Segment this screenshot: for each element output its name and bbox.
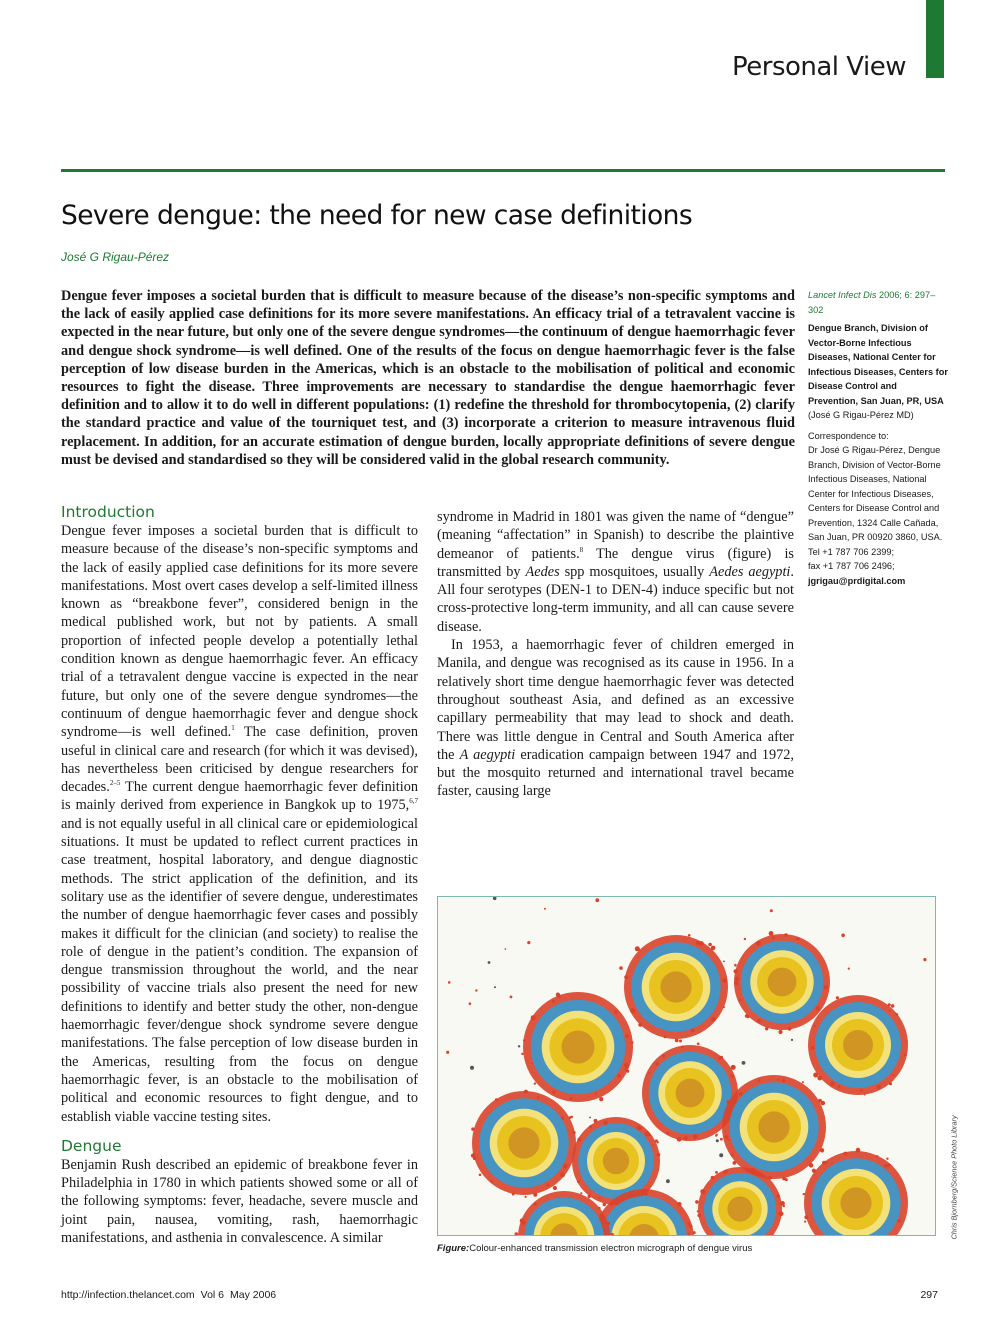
citation[interactable]: Lancet Infect Dis 2006; 6: 297–302: [808, 290, 936, 315]
specimen-speck: [742, 1061, 746, 1065]
specimen-speck: [595, 898, 599, 902]
specimen-speck: [791, 1039, 793, 1041]
virus-particle: [803, 1148, 908, 1235]
specimen-speck: [505, 948, 507, 950]
affiliation: Dengue Branch, Division of Vector-Borne Infectious Diseases, National Center for Infectious Diseases, Centers for Disease Control and Prevention, San Juan, PR, USA (José G Rigau-Pérez MD): [808, 323, 948, 420]
species-name: A aegypti: [459, 746, 516, 763]
specimen-speck: [448, 981, 451, 984]
article-title: Severe dengue: the need for new case definitions: [61, 200, 693, 231]
species-name: Aedes aegypti: [709, 563, 791, 580]
specimen-speck: [716, 1139, 719, 1142]
body-column-right: [437, 508, 794, 801]
header-rule: [61, 169, 945, 172]
fax: fax +1 787 706 2496;: [808, 561, 895, 571]
header-accent-bar: [926, 0, 944, 78]
specimen-speck: [619, 966, 623, 970]
specimen-speck: [770, 909, 773, 912]
figure-micrograph: [437, 896, 936, 1236]
specimen-speck: [494, 986, 496, 988]
specimen-speck: [841, 934, 845, 938]
footer-journal-info: http://infection.thelancet.com Vol 6 May 2006: [61, 1289, 277, 1301]
intro-heading: Introduction: [61, 503, 155, 521]
specimen-speck: [723, 961, 725, 963]
specimen-speck: [666, 1179, 670, 1183]
specimen-speck: [848, 968, 850, 970]
specimen-speck: [719, 1153, 723, 1157]
reference-link[interactable]: 8: [579, 545, 584, 554]
abstract: Dengue fever imposes a societal burden that is difficult to measure because of the disease’s non-specific symptoms and the lack of easily applied case definitions for its more severe manifestations. An efficacy trial of a tetravalent vaccine is expected in the near future, but only one of the severe dengue syndromes—the continuum of dengue haemorrhagic fever and dengue shock syndrome—is well defined. One of the results of the focus on dengue haemorrhagic fever is the false perception of low disease burden in the Americas, which is an obstacle to the mobilisation of political and economic resources to fight the disease. Three improvements are necessary to standardise the dengue haemorrhagic fever definition and to allow it to do well in different populations: (1) redefine the threshold for thrombocytopenia, (2) clarify the standard practice and value of the tourniquet test, and (3) incorporate a criterion to measure intravenous fluid replacement. In addition, for an accurate estimation of dengue burden, locally appropriate definitions of severe dengue must be devised and standardised so they will be considered valid in the global research community.: [61, 288, 795, 468]
specimen-speck: [475, 989, 477, 991]
telephone: Tel +1 787 706 2399;: [808, 546, 895, 557]
specimen-speck: [744, 938, 746, 940]
specimen-speck: [470, 1066, 474, 1070]
specimen-speck: [527, 941, 530, 944]
figure-caption: Figure:Colour-enhanced transmission electron micrograph of dengue virus: [437, 1243, 753, 1254]
section-label: Personal View: [732, 52, 906, 82]
virus-particle: [624, 934, 728, 1043]
author-name[interactable]: José G Rigau-Pérez: [61, 250, 170, 264]
specimen-speck: [589, 1117, 591, 1119]
species-name: Aedes: [525, 563, 560, 580]
specimen-speck: [446, 1051, 449, 1054]
virus-particle: [471, 1090, 576, 1198]
correspondence-address: Dr José G Rigau-Pérez, Dengue Branch, Division of Vector-Borne Infectious Diseases, National Center for Infectious Diseases, Centers for Disease Control and Prevention, 1324 Calle Cañada, San Juan, PR 00920 3860, USA.: [808, 445, 943, 542]
dengue-paragraph-start: Benjamin Rush described an epidemic of breakbone fever in Philadelphia in 1780 in which patients showed some or all of the following symptoms: fever, headache, severe muscle and joint pain, nausea, vomiting, rash, haemorrhagic manifestations, and asthenia in convalescence. A similar: [61, 1156, 418, 1246]
dengue-paragraph-continued: syndrome in Madrid in 1801 was given the name of “dengue” (meaning “affectation” in Spanish) to describe the plaintive demeanor of patients.$^8$ The dengue virus (figure) is transmitted by Aedes spp mosquitoes, usually Aedes aegypti. All four serotypes (DEN-1 to DEN-4) induce specific but not cross-protective long-term immunity, and all can cause severe disease.: [437, 509, 794, 635]
correspondence-label: Correspondence to:: [808, 430, 889, 441]
photo-credit: Chris Bjornberg/Science Photo Library: [949, 1115, 959, 1240]
dengue-heading: Dengue: [61, 1136, 122, 1155]
specimen-speck: [544, 908, 546, 910]
specimen-speck: [469, 1002, 472, 1005]
specimen-speck: [510, 996, 513, 999]
virus-particle: [808, 995, 908, 1096]
page-number: 297: [920, 1289, 938, 1301]
virus-particle: [521, 992, 633, 1102]
micrograph-image: [438, 897, 935, 1235]
email-link[interactable]: jgrigau@prdigital.com: [808, 575, 906, 586]
reference-link[interactable]: 1: [231, 724, 235, 733]
body-column-left: [61, 502, 418, 1247]
reference-link[interactable]: 2–5: [109, 779, 121, 788]
intro-paragraph: Dengue fever imposes a societal burden that is difficult to measure because of the disease’s non-specific symptoms and the lack of easily applied case definitions for its more severe manifestations. Most overt cases develop a self-limited illness known as “breakbone fever”, considered benign in the medical published work, but not by patients. A small proportion of infected people develop a potentially lethal condition known as dengue haemorrhagic fever. An efficacy trial of a tetravalent dengue vaccine is expected in the near future, but only one of the severe dengue syndromes—the continuum of dengue haemorrhagic fever and dengue shock syndrome—is well defined.$^1$ The case definition, proven useful in clinical care and research (for which it was devised), has nevertheless been criticised by dengue researchers for decades.$^{2-5}$ The current dengue haemorrhagic fever definition is mainly derived from experience in Bangkok up to 1975,$^{6,7}$ and is not equally useful in all clinical care or epidemiological situations. It must be updated to reflect current practices in case treatment, hospital laboratory, and dengue diagnostic methods. The strict application of the definition, and its solitary use as the identifier of severe dengue, underestimates the number of dengue haemorrhagic fever cases and possibly makes it difficult for the clinician (and society) to realise the role of dengue in the patient’s condition. The expansion of dengue transmission throughout the world, and the near possibility of vaccine trials also present the need for new definitions to identify and better study the other, non-dengue haemorrhagic fever/dengue shock syndrome severe dengue manifestations. The false perception of low disease burden in the Americas, resulting from the focus on dengue haemorrhagic fever, is an obstacle to the mobilisation of political and economic resources to fight dengue, and to establish viable vaccine testing sites.: [61, 523, 418, 1125]
dengue-paragraph-2: In 1953, a haemorrhagic fever of children emerged in Manila, and dengue was recognised as its cause in 1956. In a relatively short time dengue haemorrhagic fever was detected throughout southeast Asia, and defined as an excessive capillary permeability that may lead to shock and death. There was little dengue in Central and South America after the A aegypti eradication campaign between 1947 and 1972, but the mosquito returned and international travel became faster, causing large: [437, 637, 794, 800]
specimen-speck: [493, 897, 497, 900]
specimen-speck: [923, 958, 926, 961]
article-sidebar: [808, 288, 948, 588]
reference-link[interactable]: 6,7: [409, 797, 418, 806]
footer-url[interactable]: http://infection.thelancet.com: [61, 1289, 195, 1301]
specimen-speck: [518, 1045, 520, 1047]
specimen-speck: [488, 961, 491, 964]
